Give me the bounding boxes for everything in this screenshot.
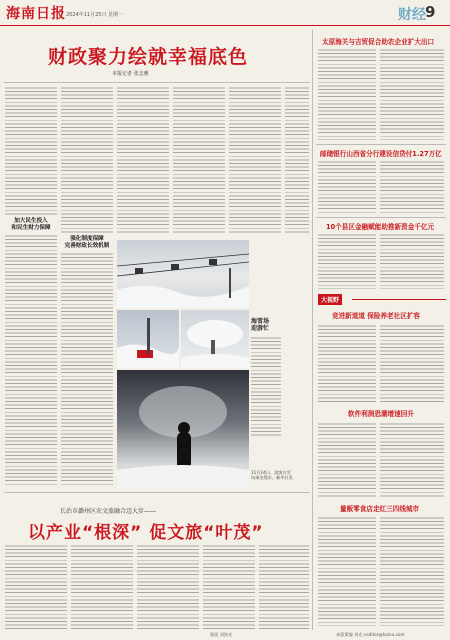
main-article-col1-b bbox=[5, 234, 57, 486]
main-article-col6 bbox=[285, 86, 309, 234]
right-article-1-col1 bbox=[318, 48, 376, 140]
right-article-5-col2 bbox=[380, 422, 444, 498]
ski-lift-illustration bbox=[117, 240, 249, 308]
main-subhead-1: 加大民生投入 和民生财力保障 bbox=[11, 218, 51, 231]
photo-ski-lift bbox=[117, 240, 249, 308]
section-name: 财经 bbox=[398, 7, 426, 23]
bottom-article-col2 bbox=[71, 544, 133, 630]
right-article-6-col1 bbox=[318, 516, 376, 626]
right-article-3-col2 bbox=[380, 233, 444, 289]
photo-feature-title: 海雪场 迎游忙 bbox=[251, 318, 270, 332]
right-article-4-col1 bbox=[318, 324, 376, 404]
footer-editor: 版面 刘海光 bbox=[210, 632, 233, 637]
main-article-col4 bbox=[173, 86, 225, 234]
section-rule bbox=[4, 492, 310, 493]
right-headline-6: 量贩零食店走红三四线城市 bbox=[340, 505, 420, 513]
photo-feature-text bbox=[251, 336, 281, 436]
main-subhead-2: 强化制度保障 完善财政长效机制 bbox=[64, 236, 110, 249]
photo-caption: 11月24日，游客在雪场乘坐缆车。新华社发 bbox=[251, 470, 293, 481]
main-article-col2-b bbox=[61, 252, 113, 486]
issue-info: 2024年11月25日 星期一 bbox=[66, 12, 124, 18]
bottom-article-col3 bbox=[137, 544, 199, 630]
right-headline-2: 邮储银行山西省分行建设信贷付1.27万亿 bbox=[320, 150, 442, 158]
right-headline-1: 太原海关与吉贸促合助农企业扩大出口 bbox=[322, 38, 435, 46]
photo-night-skier bbox=[117, 370, 249, 488]
right-article-2-col2 bbox=[380, 160, 444, 214]
bottom-article-col4 bbox=[203, 544, 255, 630]
main-byline: 本报记者 张志雅 bbox=[112, 71, 149, 77]
right-rule-2 bbox=[316, 217, 446, 218]
snow-cannon-illustration bbox=[181, 310, 249, 368]
right-article-3-col1 bbox=[318, 233, 376, 289]
bottom-article-col1 bbox=[5, 544, 67, 630]
night-skier-illustration bbox=[117, 370, 249, 488]
right-article-2-col1 bbox=[318, 160, 376, 214]
page-number: 9 bbox=[425, 3, 436, 21]
footer-contact: 本版策编 刘光 ceditor@hainu.com bbox=[336, 632, 405, 637]
main-article-col1-a bbox=[5, 86, 57, 216]
bottom-kicker: 长治市潞州区农文旅融合迈大步—— bbox=[60, 508, 157, 515]
right-headline-4: 竞进新道道 保险养老社区扩容 bbox=[332, 312, 421, 320]
right-article-6-col2 bbox=[380, 516, 444, 626]
bottom-article-col5 bbox=[259, 544, 309, 630]
right-rule-1 bbox=[316, 144, 446, 145]
column-divider bbox=[312, 30, 313, 630]
label-rule bbox=[352, 299, 446, 300]
right-headline-3: 10个县区金融赋能助推新资金千亿元 bbox=[326, 223, 435, 231]
masthead-bar bbox=[0, 0, 450, 26]
newspaper-logo: 海南日报 bbox=[6, 6, 66, 22]
right-article-1-col2 bbox=[380, 48, 444, 140]
photo-snow-cannon bbox=[181, 310, 249, 368]
right-article-5-col1 bbox=[318, 422, 376, 498]
headline-rule bbox=[4, 82, 310, 83]
right-article-4-col2 bbox=[380, 324, 444, 404]
photo-snow-groomer bbox=[117, 310, 179, 368]
main-article-col5 bbox=[229, 86, 281, 234]
bottom-headline: 以产业“根深” 促文旅“叶茂” bbox=[28, 523, 264, 543]
main-article-col3 bbox=[117, 86, 169, 234]
main-article-col2-a bbox=[61, 86, 113, 234]
snow-scene-illustration bbox=[117, 310, 179, 368]
main-headline: 财政聚力绘就幸福底色 bbox=[48, 46, 249, 68]
right-headline-5: 软件利润恐潮增速回升 bbox=[348, 410, 414, 418]
section-label: 大视野 bbox=[318, 294, 342, 305]
